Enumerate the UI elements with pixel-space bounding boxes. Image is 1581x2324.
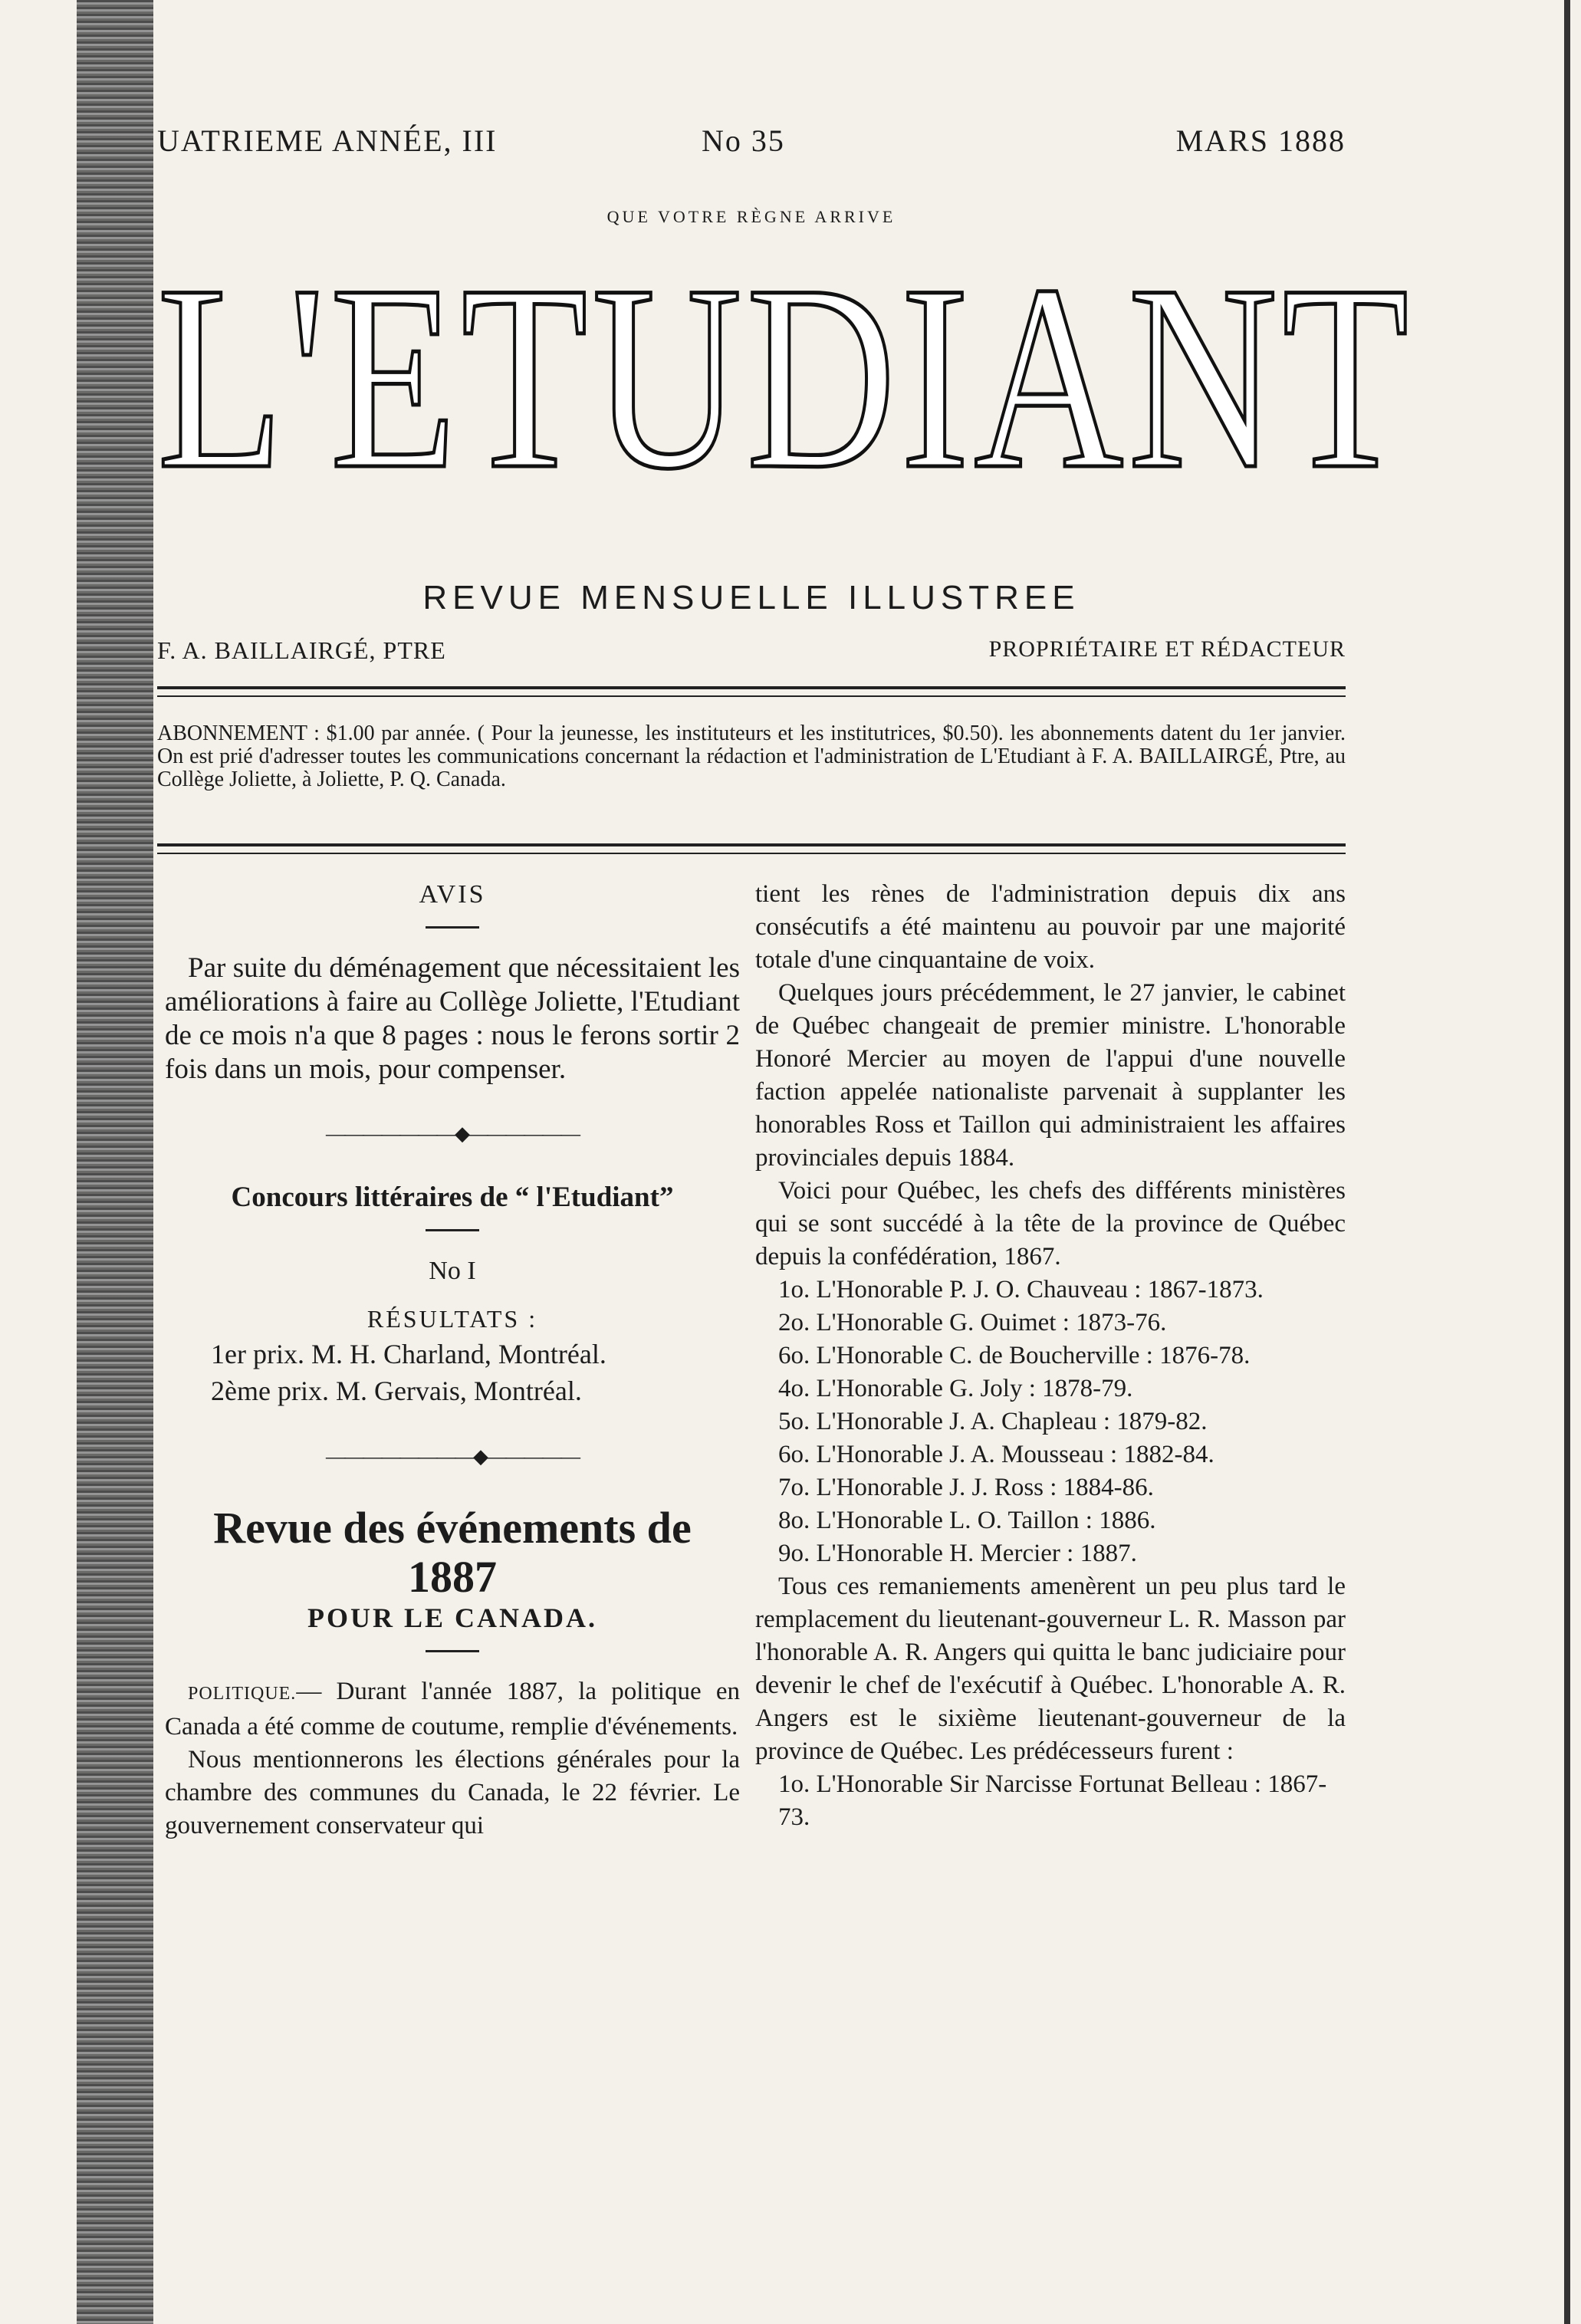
masthead-title: L'ETUDIANT xyxy=(157,230,1414,524)
notice-body: Par suite du déménagement que nécessitaient les améliorations à faire au Collège Joliette, l'Etudiant de ce mois n'a que 8 pages : nous le ferons sortir 2 fois dans un mois, pour compenser. xyxy=(165,952,740,1085)
issue-number: No 35 xyxy=(702,123,785,158)
divider xyxy=(426,1229,479,1231)
article-subtitle: POUR LE CANADA. xyxy=(307,1602,597,1633)
article-paragraph: POLITIQUE.— Durant l'année 1887, la politique en Canada a été comme de coutume, remplie d'événements. xyxy=(165,1678,740,1741)
premier-item: 4o. L'Honorable G. Joly : 1878-79. xyxy=(778,1375,1133,1402)
premier-item: 2o. L'Honorable G. Ouimet : 1873-76. xyxy=(778,1309,1167,1336)
governor-item: 1o. L'Honorable Sir Narcisse Fortunat Belleau : 1867-73. xyxy=(778,1770,1327,1831)
premier-item: 6o. L'Honorable J. A. Mousseau : 1882-84. xyxy=(778,1441,1215,1468)
motto: QUE VOTRE RÈGNE ARRIVE xyxy=(606,207,896,226)
premier-item: 7o. L'Honorable J. J. Ross : 1884-86. xyxy=(778,1474,1154,1501)
ornament-divider: ———————◆—————— xyxy=(326,1123,579,1145)
issue-date: MARS 1888 xyxy=(1175,123,1346,158)
newspaper-page xyxy=(157,123,1414,2300)
issue-line xyxy=(157,123,1346,169)
left-column xyxy=(165,878,740,1842)
results-heading: RÉSULTATS : xyxy=(366,1305,538,1333)
article-title: Revue des événements de 1887 xyxy=(213,1503,692,1602)
subscription-rule xyxy=(157,843,1346,854)
editor-name: F. A. BAILLAIRGÉ, PTRE xyxy=(157,636,446,664)
page-edge xyxy=(1564,0,1570,2324)
subscription-notice: ABONNEMENT : $1.00 par année. ( Pour la jeunesse, les instituteurs et les institutrices, $0.50). les abonnements datent du 1er janvier. On est prié d'adresser toutes les communications concernant la rédaction et l'administration de L'Etudiant à F. A. BAILLAIRGÉ, Ptre, au Collège Joliette, à Joliette, P. Q. Canada. xyxy=(157,722,1346,791)
contest-title: Concours littéraires de “ l'Etudiant” xyxy=(231,1182,674,1213)
binding-spine xyxy=(77,0,153,2324)
masthead-subtitle: REVUE MENSUELLE ILLUSTREE xyxy=(422,579,1080,616)
prize-first: 1er prix. M. H. Charland, Montréal. xyxy=(211,1339,606,1369)
header-rule xyxy=(157,686,1346,697)
contest-number: No I xyxy=(429,1257,476,1285)
notice-title: AVIS xyxy=(419,880,486,909)
prize-second: 2ème prix. M. Gervais, Montréal. xyxy=(211,1376,582,1406)
article-paragraph: Voici pour Québec, les chefs des différents ministères qui se sont succédé à la tête de la province de Québec depuis la confédération, 1867. xyxy=(755,1177,1346,1270)
divider xyxy=(426,926,479,929)
editor-role: PROPRIÉTAIRE ET RÉDACTEUR xyxy=(988,636,1346,662)
premier-item: 1o. L'Honorable P. J. O. Chauveau : 1867-1873. xyxy=(778,1276,1264,1303)
divider xyxy=(426,1650,479,1652)
premier-item: 9o. L'Honorable H. Mercier : 1887. xyxy=(778,1540,1137,1567)
premier-item: 5o. L'Honorable J. A. Chapleau : 1879-82. xyxy=(778,1408,1208,1435)
ornament-divider: ————————◆————— xyxy=(326,1445,579,1468)
right-column xyxy=(755,878,1346,1834)
section-label: POLITIQUE. xyxy=(188,1684,297,1704)
article-paragraph: tient les rènes de l'administration depuis dix ans consécutifs a été maintenu au pouvoir par une majorité totale d'une cinquantaine de voix. xyxy=(755,880,1346,974)
article-paragraph: Nous mentionnerons les élections générales pour la chambre des communes du Canada, le 22 février. Le gouvernement conservateur qui xyxy=(165,1746,740,1839)
article-paragraph: Quelques jours précédemment, le 27 janvier, le cabinet de Québec changeait de premier ministre. L'honorable Honoré Mercier au moyen de l'appui d'une nouvelle faction appelée nationaliste parvenait à supplanter les honorables Ross et Taillon qui administraient les affaires provinciales depuis 1884. xyxy=(755,979,1346,1172)
premier-item: 8o. L'Honorable L. O. Taillon : 1886. xyxy=(778,1507,1156,1534)
article-paragraph: Tous ces remaniements amenèrent un peu plus tard le remplacement du lieutenant-gouverneur L. R. Masson par l'honorable A. R. Angers qui quitta le banc judiciaire pour devenir le chef de l'exécutif à Québec. L'honorable A. R. Angers est le sixième lieutenant-gouverneur de la province de Québec. Les prédécesseurs furent : xyxy=(755,1573,1346,1765)
premier-item: 6o. L'Honorable C. de Boucherville : 1876-78. xyxy=(778,1342,1251,1369)
year-label: UATRIEME ANNÉE, III xyxy=(157,123,498,158)
